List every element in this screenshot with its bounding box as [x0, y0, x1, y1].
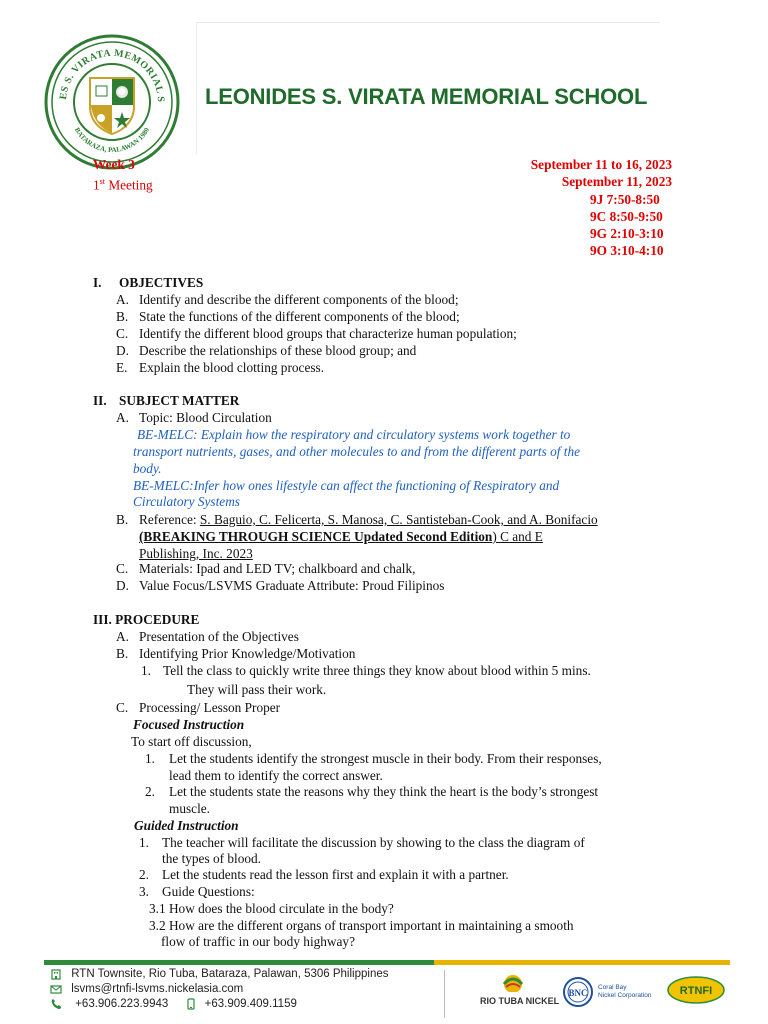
objective-item: Describe the relationships of these blood group; and: [139, 343, 417, 358]
reference-line: Reference: S. Baguio, C. Felicerta, S. Manosa, C. Santisteban-Cook, and A. Bonifacio: [139, 512, 598, 527]
bnc-emblem-icon: [562, 976, 594, 1008]
school-name-heading: LEONIDES S. VIRATA MEMORIAL SCHOOL: [205, 84, 648, 109]
guided-step: Guide Questions:: [162, 884, 255, 899]
list-marker: A.: [116, 629, 129, 644]
guided-step: Let the students read the lesson first and explain it with a partner.: [162, 867, 509, 882]
list-marker: C.: [116, 326, 129, 341]
list-marker: B.: [116, 512, 129, 527]
week-label: Week 3: [93, 157, 135, 172]
coral-bay-name-line: Coral Bay: [598, 984, 627, 991]
svg-text:LEONIDES S. VIRATA MEMORIAL SC: ES S. VIRATA MEMORIAL S: [57, 47, 167, 103]
school-seal-logo: [44, 34, 180, 170]
header-rule: [196, 22, 660, 23]
objective-item: Identify the different blood groups that characterize human population;: [139, 326, 517, 341]
list-marker: 1.: [141, 663, 151, 678]
svg-text:BNC: BNC: [568, 988, 588, 998]
objective-item: State the functions of the different components of the blood;: [139, 309, 460, 324]
schedule-item: 9G 2:10-3:10: [590, 226, 664, 241]
svg-text:RTNFI: RTNFI: [679, 985, 713, 997]
list-marker: E.: [116, 360, 128, 375]
list-marker: 2.: [145, 784, 155, 799]
subject-matter-number: II.: [93, 393, 107, 408]
objective-item: Explain the blood clotting process.: [139, 360, 325, 375]
guide-question: 3.1 How does the blood circulate in the body?: [149, 901, 394, 916]
focused-step-cont: muscle.: [169, 801, 210, 816]
guided-step: The teacher will facilitate the discussion by showing to the class the diagram of: [162, 835, 585, 850]
list-marker: A.: [116, 410, 129, 425]
rtnfi-logo: [666, 976, 726, 1004]
schedule-item: 9O 3:10-4:10: [590, 243, 664, 258]
objectives-number: I.: [93, 275, 102, 290]
melc-1-line: transport nutrients, gases, and other molecules to and from the different parts of the: [133, 444, 581, 459]
footer-address: RTN Townsite, Rio Tuba, Bataraza, Palawan, 5306 Philippines: [50, 968, 389, 980]
melc-1-line: BE-MELC: Explain how the respiratory and circulatory systems work together to: [137, 427, 571, 442]
value-focus-text: Value Focus/LSVMS Graduate Attribute: Proud Filipinos: [139, 578, 445, 593]
objectives-heading: OBJECTIVES: [119, 275, 204, 290]
motivation-step: Tell the class to quickly write three things they know about blood within 5 mins.: [163, 663, 591, 678]
meeting-date: September 11, 2023: [561, 174, 672, 189]
schedule-item: 9J 7:50-8:50: [590, 192, 660, 207]
melc-1-line: body.: [133, 461, 162, 476]
subject-matter-heading: SUBJECT MATTER: [119, 393, 240, 408]
list-marker: 1.: [145, 751, 155, 766]
procedure-heading: III. PROCEDURE: [93, 612, 200, 627]
list-marker: B.: [116, 646, 129, 661]
procedure-item: Processing/ Lesson Proper: [139, 700, 281, 715]
footer-phones: +63.906.223.9943 +63.909.409.1159: [50, 998, 297, 1010]
svg-text:BATARAZA, PALAWAN 1980: BATARAZA, PALAWAN 1980: [72, 126, 152, 155]
header-divider: [196, 22, 197, 154]
guided-step-cont: the types of blood.: [162, 851, 261, 866]
list-marker: C.: [116, 700, 129, 715]
list-marker: C.: [116, 561, 129, 576]
list-marker: D.: [116, 343, 129, 358]
motivation-step-cont: They will pass their work.: [187, 682, 327, 697]
footer-band-yellow: [434, 960, 730, 965]
list-marker: D.: [116, 578, 129, 593]
date-range: September 11 to 16, 2023: [530, 157, 672, 172]
focused-step: Let the students state the reasons why they think the heart is the body’s strongest: [169, 784, 599, 799]
melc-2-line: Circulatory Systems: [133, 494, 240, 509]
discussion-intro: To start off discussion,: [131, 734, 252, 749]
phone-icon: [50, 998, 62, 1010]
materials-text: Materials: Ipad and LED TV; chalkboard and chalk,: [139, 561, 416, 576]
footer-separator: [444, 970, 445, 1018]
list-marker: 2.: [139, 867, 149, 882]
reference-publisher: Publishing, Inc. 2023: [139, 546, 253, 561]
reference-book: (BREAKING THROUGH SCIENCE Updated Second Edition) C and E: [139, 529, 543, 544]
coral-bay-name-line: Nickel Corporation: [598, 992, 652, 999]
rtn-emblem-icon: [498, 972, 528, 992]
focused-step-cont: lead them to identify the correct answer.: [169, 768, 383, 783]
rio-tuba-nickel-logo: RIO TUBA NICKEL: [480, 972, 548, 1016]
guide-question-cont: flow of traffic in our body highway?: [161, 934, 355, 949]
topic-text: Topic: Blood Circulation: [139, 410, 272, 425]
footer-email[interactable]: lsvms@rtnfi-lsvms.nickelasia.com: [50, 983, 243, 995]
coral-bay-nickel-logo: [562, 974, 658, 1014]
procedure-item: Identifying Prior Knowledge/Motivation: [139, 646, 356, 661]
guided-instruction-heading: Guided Instruction: [134, 818, 239, 833]
list-marker: A.: [116, 292, 129, 307]
email-icon: [50, 983, 62, 995]
list-marker: 1.: [139, 835, 149, 850]
focused-instruction-heading: Focused Instruction: [133, 717, 245, 732]
objective-item: Identify and describe the different components of the blood;: [139, 292, 459, 307]
footer-band-green: [44, 960, 434, 965]
building-icon: [50, 968, 62, 980]
meeting-label: 1st Meeting: [93, 177, 153, 193]
melc-2-line: BE-MELC:Infer how ones lifestyle can affect the functioning of Respiratory and: [133, 478, 560, 493]
procedure-item: Presentation of the Objectives: [139, 629, 299, 644]
list-marker: B.: [116, 309, 129, 324]
focused-step: Let the students identify the strongest muscle in their body. From their responses,: [169, 751, 602, 766]
guide-question: 3.2 How are the different organs of transport important in maintaining a smooth: [149, 918, 574, 933]
schedule-item: 9C 8:50-9:50: [590, 209, 663, 224]
mobile-phone-icon: [185, 998, 197, 1010]
list-marker: 3.: [139, 884, 149, 899]
